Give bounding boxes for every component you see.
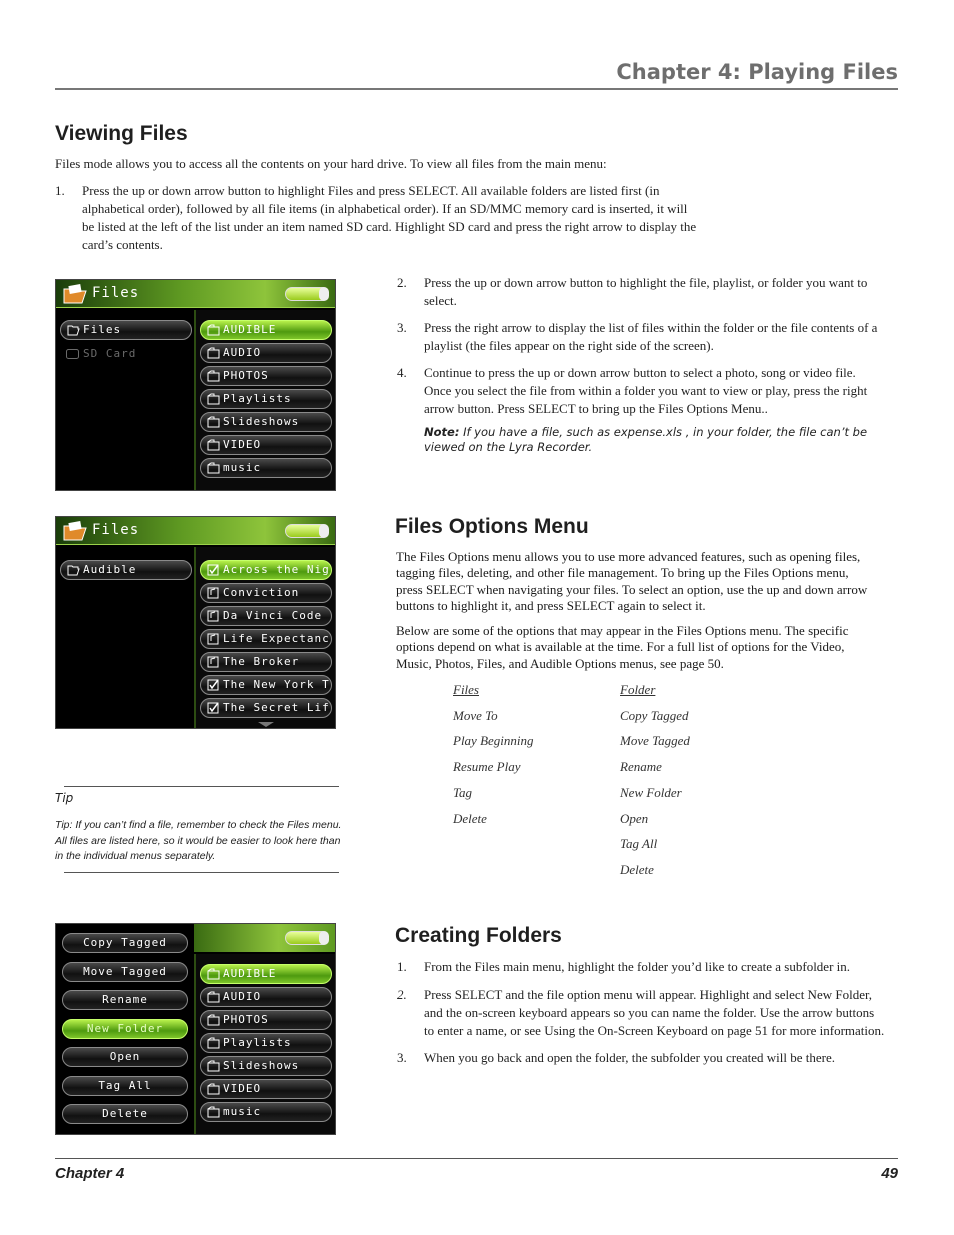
creating-step-3 xyxy=(397,1049,897,1067)
files-screen-1 xyxy=(55,279,336,491)
item-label: Files xyxy=(83,323,122,336)
item-label: Copy Tagged xyxy=(83,936,167,949)
audio-file-icon xyxy=(207,610,220,622)
step-line: Press the up or down arrow button to highlight Files and press SELECT. All available folders are listed first (in xyxy=(82,183,660,198)
step-line: select. xyxy=(424,293,457,308)
step-line: and the on-screen keyboard appears so you can name the folder. Use the arrow buttons xyxy=(424,1005,875,1020)
note-text: viewed on the Lyra Recorder. xyxy=(424,440,593,454)
menu-item-rename[interactable] xyxy=(62,990,188,1010)
tip-line: All files are listed here, so it would be easier to look here than xyxy=(55,834,341,847)
item-label: Conviction xyxy=(223,586,300,599)
screen-title: Files xyxy=(92,522,140,538)
para-line: buttons to highlight it, and press SELECT again to select it. xyxy=(396,597,706,613)
item-label: PHOTOS xyxy=(223,369,269,382)
step-line: arrow button. Press SELECT to bring up the Files Options Menu.. xyxy=(424,401,768,416)
step-line: Press the up or down arrow button to highlight the file, playlist, or folder you want to xyxy=(424,275,868,290)
para-line: The Files Options menu allows you to use more advanced features, such as opening files, xyxy=(396,549,861,564)
para-line: Music, Photos, Files, and Audible Options menus, see page 50. xyxy=(396,655,724,671)
step-number: 4. xyxy=(397,365,407,380)
para-line: options depend on what is available at the time. For a full list of options for the Video, xyxy=(396,639,845,655)
list-item-folder[interactable] xyxy=(200,987,332,1007)
option-item: Delete xyxy=(453,811,487,826)
item-label: Slideshows xyxy=(223,415,300,428)
files-screen-2 xyxy=(55,516,336,729)
step-line: When you go back and open the folder, the subfolder you created will be there. xyxy=(424,1050,835,1065)
list-item-folder[interactable] xyxy=(200,1033,332,1053)
option-item: Move To xyxy=(453,708,498,723)
audio-file-icon xyxy=(207,587,220,599)
step-number: 3. xyxy=(397,1050,407,1065)
step-line: Press the right arrow to display the list of files within the folder or the file contents of a xyxy=(424,320,878,335)
list-item-audiobook[interactable] xyxy=(200,652,332,672)
step-number: 1. xyxy=(397,959,407,974)
checkbox-checked-icon xyxy=(207,702,220,714)
item-label: Audible xyxy=(83,563,137,576)
item-label: New Folder xyxy=(86,1022,164,1035)
option-item: Delete xyxy=(620,862,654,877)
step-line: From the Files main menu, highlight the folder you’d like to create a subfolder in. xyxy=(424,959,851,974)
item-label: VIDEO xyxy=(223,1082,262,1095)
scroll-down-arrow-icon[interactable] xyxy=(258,722,274,727)
viewing-step-1 xyxy=(55,182,755,254)
screen-title: Files xyxy=(92,285,140,301)
option-item: Open xyxy=(620,811,649,826)
battery-icon xyxy=(285,931,329,945)
list-item-files[interactable] xyxy=(60,320,192,340)
list-item-folder[interactable] xyxy=(200,458,332,478)
option-item: Resume Play xyxy=(453,759,521,774)
list-item-audiobook[interactable] xyxy=(200,560,332,580)
step-line: Continue to press the up or down arrow button to select a photo, song or video file. xyxy=(424,365,856,380)
creating-step-1 xyxy=(397,958,897,976)
step-line: Press SELECT and the file option menu will appear. Highlight and select New Folder, xyxy=(424,987,873,1002)
item-label: SD Card xyxy=(83,347,137,360)
audio-file-icon xyxy=(207,633,220,645)
item-label: Life Expectanc xyxy=(223,632,330,645)
battery-icon xyxy=(285,524,329,538)
list-item-folder[interactable] xyxy=(200,366,332,386)
chapter-title: Chapter 4: Playing Files xyxy=(616,60,898,84)
item-label: Delete xyxy=(102,1107,148,1120)
folder-icon xyxy=(207,370,220,382)
list-item-audiobook[interactable] xyxy=(200,583,332,603)
item-label: Across the Nig xyxy=(223,563,330,576)
item-label: music xyxy=(223,461,262,474)
list-item-folder[interactable] xyxy=(200,1102,332,1122)
tip-top-divider xyxy=(64,786,339,787)
item-label: AUDIO xyxy=(223,346,262,359)
checkbox-checked-icon xyxy=(207,679,220,691)
step-line: card’s contents. xyxy=(82,237,163,252)
option-item: Play Beginning xyxy=(453,733,534,748)
menu-item-tag-all[interactable] xyxy=(62,1076,188,1096)
files-options-para-2 xyxy=(396,623,896,672)
menu-item-new-folder[interactable] xyxy=(62,1019,188,1039)
item-label: Da Vinci Code xyxy=(223,609,323,622)
files-options-heading: Files Options Menu xyxy=(395,515,589,538)
step-line: alphabetical order), followed by all file items (in alphabetical order). If an SD/MMC memory card is inserted, it will xyxy=(82,201,688,216)
item-label: PHOTOS xyxy=(223,1013,269,1026)
list-item-audiobook[interactable] xyxy=(200,629,332,649)
step-line: playlist (the files appear on the right side of the screen). xyxy=(424,338,714,353)
options-col-folder-header: Folder xyxy=(620,682,656,697)
option-item: Copy Tagged xyxy=(620,708,689,723)
screen-title-bar xyxy=(56,517,335,545)
list-item-folder[interactable] xyxy=(200,389,332,409)
audio-file-icon xyxy=(207,656,220,668)
battery-icon xyxy=(285,287,329,301)
viewing-files-intro: Files mode allows you to access all the contents on your hard drive. To view all files from the main menu: xyxy=(55,156,607,171)
folder-icon xyxy=(207,968,220,980)
para-line: Below are some of the options that may appear in the Files Options menu. The specific xyxy=(396,623,849,638)
note xyxy=(424,425,894,455)
item-label: music xyxy=(223,1105,262,1118)
folder-icon xyxy=(207,324,220,336)
files-options-para-1 xyxy=(396,549,896,614)
tip-line: Tip: If you can’t find a file, remember to check the Files menu. xyxy=(55,819,342,831)
folder-icon xyxy=(207,462,220,474)
option-item: Tag xyxy=(453,785,473,800)
item-label: Rename xyxy=(102,993,148,1006)
item-label: AUDIBLE xyxy=(223,967,277,980)
screen-title-bar xyxy=(56,280,335,308)
menu-item-move-tagged[interactable] xyxy=(62,962,188,982)
header-divider xyxy=(55,88,898,90)
step-number: 1. xyxy=(55,183,65,198)
option-item: Move Tagged xyxy=(620,733,690,748)
footer-chapter: Chapter 4 xyxy=(55,1165,125,1182)
folder-icon xyxy=(207,416,220,428)
item-label: Playlists xyxy=(223,392,292,405)
options-menu-pane xyxy=(56,924,195,1135)
viewing-files-heading: Viewing Files xyxy=(55,122,188,145)
option-item: Tag All xyxy=(620,836,658,851)
list-item-folder[interactable] xyxy=(200,1079,332,1099)
step-line: Once you select the file from within a folder you want to view or play, press the right xyxy=(424,383,868,398)
step-number: 3. xyxy=(397,320,407,335)
list-item-folder[interactable] xyxy=(200,1010,332,1030)
list-item-folder[interactable] xyxy=(200,435,332,455)
list-item-folder[interactable] xyxy=(200,964,332,984)
open-folder-icon xyxy=(67,324,80,336)
tip-line: in the individual menus separately. xyxy=(55,850,216,862)
item-label: The New York T xyxy=(223,678,330,691)
folder-icon xyxy=(207,1037,220,1049)
list-item-audiobook[interactable] xyxy=(200,606,332,626)
open-folder-icon xyxy=(63,284,87,304)
tip-title: Tip xyxy=(55,791,74,805)
folder-icon xyxy=(207,991,220,1003)
folder-icon xyxy=(207,393,220,405)
folder-icon xyxy=(207,1060,220,1072)
item-label: Playlists xyxy=(223,1036,292,1049)
step-number: 2. xyxy=(397,275,407,290)
right-pane xyxy=(194,954,335,1134)
screen-title-bar xyxy=(194,924,335,952)
list-item-audiobook[interactable] xyxy=(200,675,332,695)
viewing-step-3 xyxy=(397,319,897,355)
item-label: VIDEO xyxy=(223,438,262,451)
tip-text xyxy=(55,818,355,865)
option-item: New Folder xyxy=(620,785,682,800)
menu-item-delete[interactable] xyxy=(62,1104,188,1124)
left-pane xyxy=(56,310,196,490)
item-label: Slideshows xyxy=(223,1059,300,1072)
list-item-folder[interactable] xyxy=(200,412,332,432)
footer-divider xyxy=(55,1158,898,1159)
menu-item-copy-tagged[interactable] xyxy=(62,933,188,953)
item-label: Open xyxy=(109,1050,141,1063)
right-pane xyxy=(194,310,335,490)
list-item-folder[interactable] xyxy=(200,1056,332,1076)
item-label: AUDIBLE xyxy=(223,323,277,336)
item-label: The Broker xyxy=(223,655,300,668)
options-col-files-header: Files xyxy=(453,682,479,697)
folder-icon xyxy=(207,1014,220,1026)
files-options-screen xyxy=(55,923,336,1135)
viewing-step-4 xyxy=(397,364,897,418)
item-label: The Secret Lif xyxy=(223,701,330,714)
folder-icon xyxy=(207,347,220,359)
para-line: tagging files, deleting, and other file management. To bring up the Files Options menu, xyxy=(396,565,849,581)
option-item: Rename xyxy=(620,759,662,774)
right-pane xyxy=(194,547,335,728)
note-label: Note: xyxy=(424,425,460,439)
creating-step-2 xyxy=(397,986,897,1040)
checkbox-checked-icon xyxy=(207,564,220,576)
viewing-step-2 xyxy=(397,274,897,310)
item-label: Tag All xyxy=(98,1079,152,1092)
folder-icon xyxy=(207,439,220,451)
menu-item-open[interactable] xyxy=(62,1047,188,1067)
item-label: AUDIO xyxy=(223,990,262,1003)
step-number: 2. xyxy=(397,987,407,1002)
list-item-folder[interactable] xyxy=(200,320,332,340)
sd-card-icon xyxy=(66,349,79,359)
step-line: be listed at the left of the list under an item named SD card. Highlight SD card and press the right arrow to display the xyxy=(82,219,697,234)
note-text: If you have a file, such as expense.xls , in your folder, the file can’t be xyxy=(459,425,868,439)
tip-bottom-divider xyxy=(64,872,339,873)
list-item-audible[interactable] xyxy=(60,560,192,580)
page-number: 49 xyxy=(881,1165,898,1182)
open-folder-icon xyxy=(67,564,80,576)
left-pane xyxy=(56,547,196,728)
step-line: to enter a name, or see Using the On-Screen Keyboard on page 51 for more information. xyxy=(424,1023,885,1038)
list-item-folder[interactable] xyxy=(200,343,332,363)
item-label: Move Tagged xyxy=(83,965,167,978)
para-line: press SELECT when navigating your files. To select an option, use the up and down arrow xyxy=(396,581,868,597)
list-item-audiobook[interactable] xyxy=(200,698,332,718)
folder-icon xyxy=(207,1106,220,1118)
folder-icon xyxy=(207,1083,220,1095)
open-folder-icon xyxy=(63,521,87,541)
creating-folders-heading: Creating Folders xyxy=(395,924,562,947)
